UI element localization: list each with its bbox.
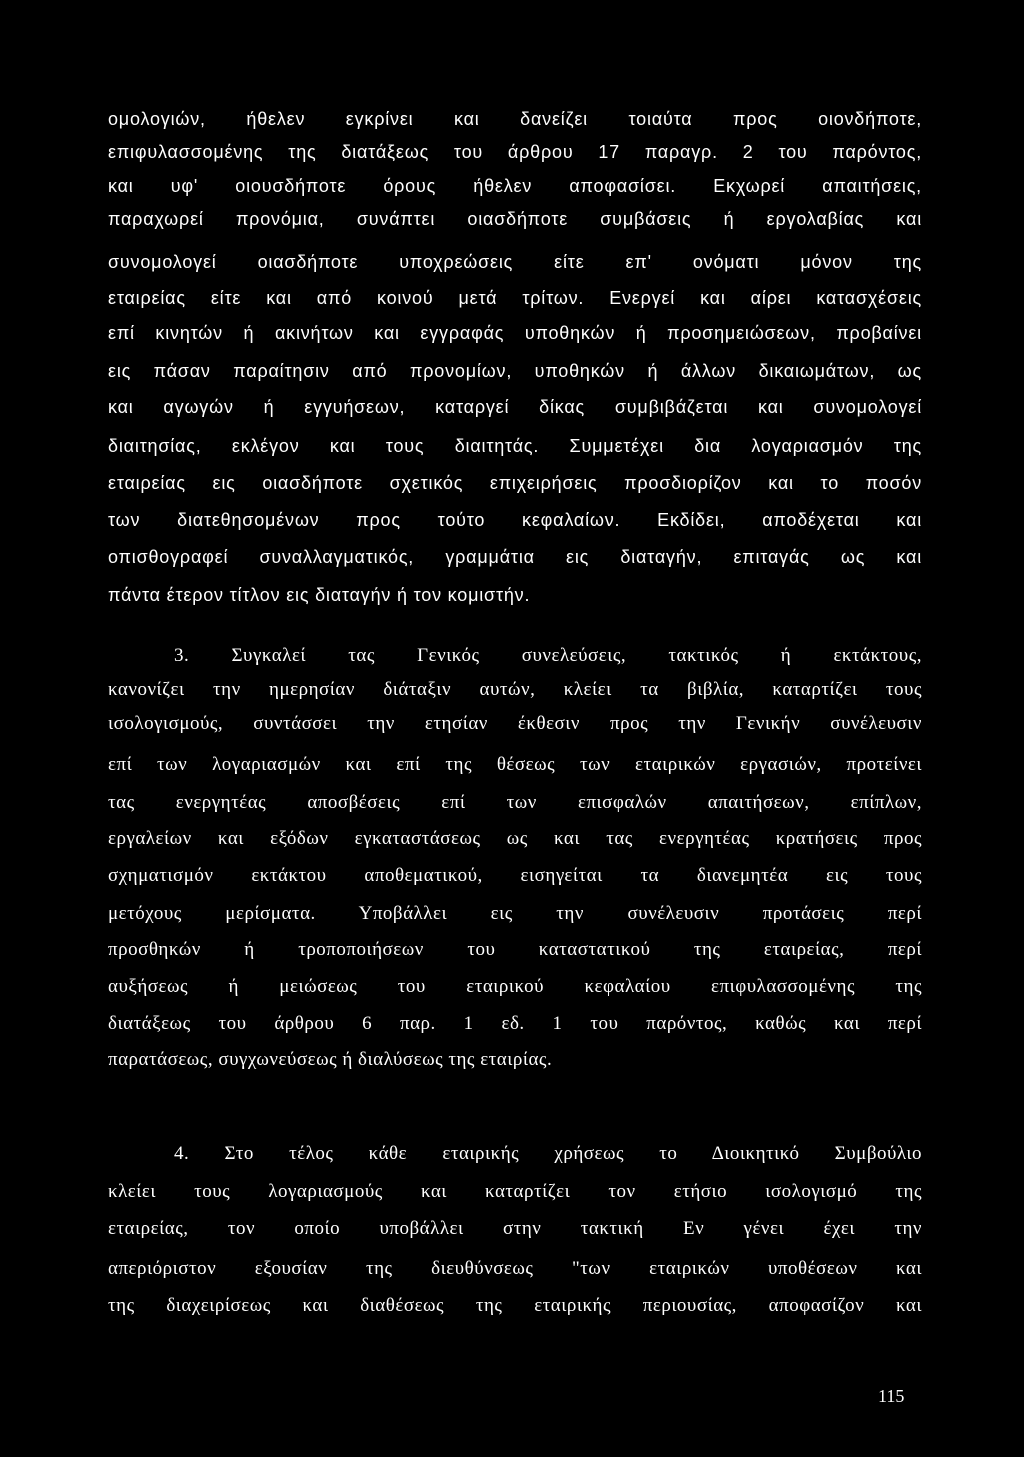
text-line: επί των λογαριασμών και επί της θέσεως των εταιρικών εργασιών, προτείνει bbox=[108, 754, 922, 775]
page-number: 115 bbox=[878, 1386, 905, 1406]
text-line: της διαχειρίσεως και διαθέσεως της εταιρικής περιουσίας, αποφασίζον και bbox=[108, 1295, 922, 1316]
text-line: εταιρείας εις οιασδήποτε σχετικός επιχειρήσεις προσδιορίζον και το ποσόν bbox=[108, 473, 922, 493]
text-line: συνομολογεί οιασδήποτε υποχρεώσεις είτε επ' ονόματι μόνον της bbox=[108, 252, 922, 272]
paragraph-4-first-line: 4. Στο τέλος κάθε εταιρικής χρήσεως το Διοικητικό Συμβούλιο bbox=[174, 1143, 922, 1164]
text-line: διατάξεως του άρθρου 6 παρ. 1 εδ. 1 του παρόντος, καθώς και περί bbox=[108, 1013, 922, 1034]
text-line: επιφυλασσομένης της διατάξεως του άρθρου 17 παραγρ. 2 του παρόντος, bbox=[108, 142, 922, 162]
text-line: των διατεθησομένων προς τούτο κεφαλαίων. Εκδίδει, αποδέχεται και bbox=[108, 510, 922, 530]
text-line: ομολογιών, ήθελεν εγκρίνει και δανείζει τοιαύτα προς οιονδήποτε, bbox=[108, 109, 922, 129]
text-line: απεριόριστον εξουσίαν της διευθύνσεως "των εταιρικών υποθέσεων και bbox=[108, 1258, 922, 1279]
text-line: τας ενεργητέας αποσβέσεις επί των επισφαλών απαιτήσεων, επίπλων, bbox=[108, 792, 922, 813]
text-line: κανονίζει την ημερησίαν διάταξιν αυτών, κλείει τα βιβλία, καταρτίζει τους bbox=[108, 679, 922, 700]
text-line: παρατάσεως, συγχωνεύσεως ή διαλύσεως της εταιρίας. bbox=[108, 1049, 553, 1070]
text-line: εταιρείας, τον οποίο υποβάλλει στην τακτική Εν γένει έχει την bbox=[108, 1218, 922, 1239]
text-line: οπισθογραφεί συναλλαγματικός, γραμμάτια εις διαταγήν, επιταγάς ως και bbox=[108, 547, 922, 567]
text-line: προσθηκών ή τροποποιήσεων του καταστατικού της εταιρείας, περί bbox=[108, 939, 922, 960]
text-line: εταιρείας είτε και από κοινού μετά τρίτων. Ενεργεί και αίρει κατασχέσεις bbox=[108, 288, 922, 308]
text-line: και αγωγών ή εγγυήσεων, καταργεί δίκας συμβιβάζεται και συνομολογεί bbox=[108, 397, 922, 417]
text-line: πάντα έτερον τίτλον εις διαταγήν ή τον κομιστήν. bbox=[108, 585, 531, 605]
text-line: επί κινητών ή ακινήτων και εγγραφάς υποθηκών ή προσημειώσεων, προβαίνει bbox=[108, 323, 922, 343]
text-line: και υφ' οιουσδήποτε όρους ήθελεν αποφασίσει. Εκχωρεί απαιτήσεις, bbox=[108, 176, 922, 196]
text-line: ισολογισμούς, συντάσσει την ετησίαν έκθεσιν προς την Γενικήν συνέλευσιν bbox=[108, 713, 922, 734]
text-line: αυξήσεως ή μειώσεως του εταιρικού κεφαλαίου επιφυλασσομένης της bbox=[108, 976, 922, 997]
text-line: εργαλείων και εξόδων εγκαταστάσεως ως και τας ενεργητέας κρατήσεις προς bbox=[108, 828, 922, 849]
text-line: εις πάσαν παραίτησιν από προνομίων, υποθηκών ή άλλων δικαιωμάτων, ως bbox=[108, 361, 922, 381]
text-line: κλείει τους λογαριασμούς και καταρτίζει τον ετήσιο ισολογισμό της bbox=[108, 1181, 922, 1202]
text-line: σχηματισμόν εκτάκτου αποθεματικού, εισηγείται τα διανεμητέα εις τους bbox=[108, 865, 922, 886]
text-line: μετόχους μερίσματα. Υποβάλλει εις την συνέλευσιν προτάσεις περί bbox=[108, 903, 922, 924]
text-line: διαιτησίας, εκλέγον και τους διαιτητάς. Συμμετέχει δια λογαριασμόν της bbox=[108, 436, 922, 456]
paragraph-3-first-line: 3. Συγκαλεί τας Γενικός συνελεύσεις, τακτικός ή εκτάκτους, bbox=[174, 645, 922, 666]
text-line: παραχωρεί προνόμια, συνάπτει οιασδήποτε συμβάσεις ή εργολαβίας και bbox=[108, 209, 922, 229]
